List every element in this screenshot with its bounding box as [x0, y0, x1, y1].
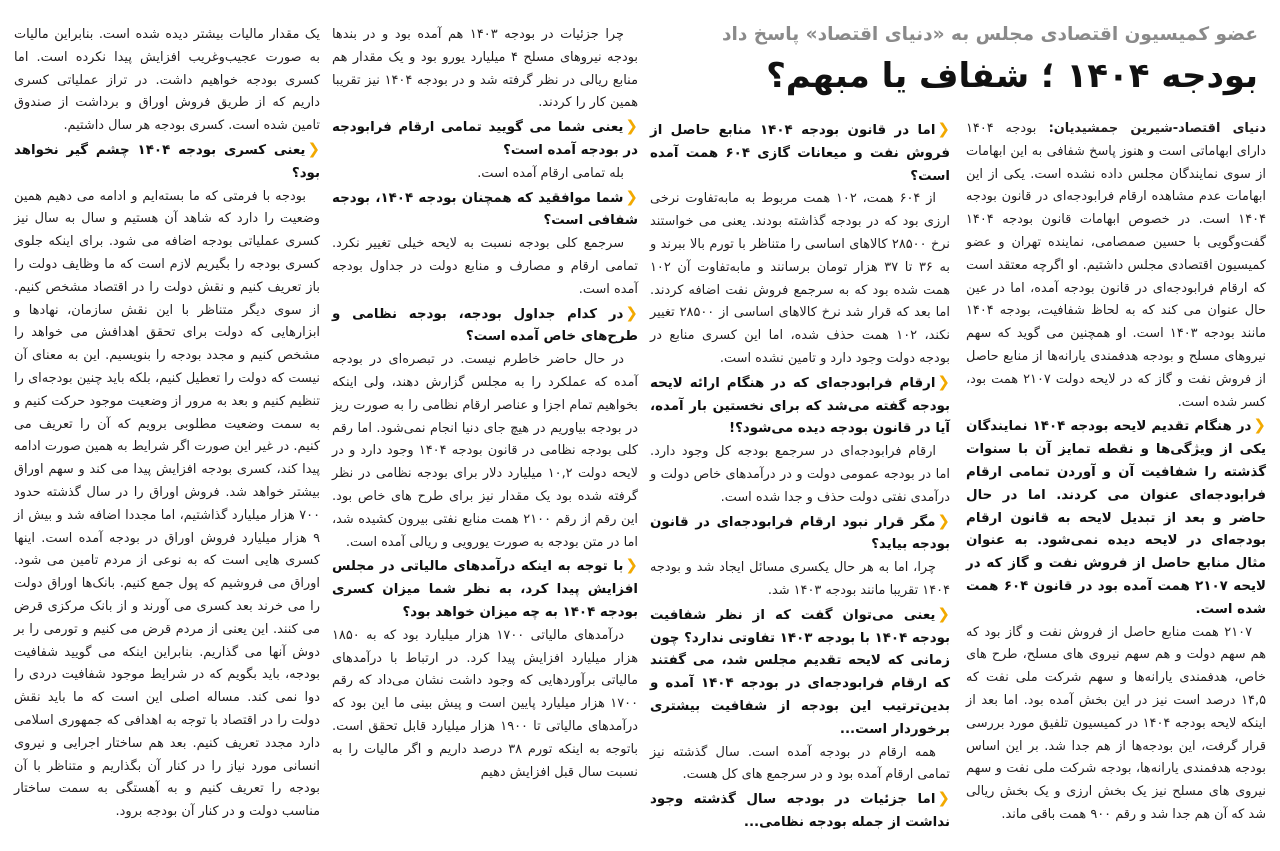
chevron-left-icon: ❮ [307, 139, 321, 158]
interview-answer: چرا، اما به هر حال یکسری مسائل ایجاد شد و بودجه ۱۴۰۴ تقریبا مانند بودجه ۱۴۰۳ شد. [650, 560, 950, 598]
interview-question [650, 371, 950, 441]
question-text: در کدام جداول بودجه، بودجه نظامی و طرح‌های خاص آمده است؟ [332, 306, 638, 345]
chevron-left-icon: ❮ [937, 789, 950, 808]
interview-answer: از ۶۰۴ همت، ۱۰۲ همت مربوط به مابه‌تفاوت نرخی ارزی بود که در بودجه گذاشته بودند. یعنی می خواستند نرخ ۲۸۵۰۰ کالاهای اساسی را متناظر با تورم بالا ببرند و به ۳۶ تا ۳۷ هزار تومان برسانند و مابه‌تفاوت آن ۱۰۲ همت شده بود که به سرجمع فروش نفت اضافه کردند. اما بعد که قرار شد نرخ کالاهای اساسی از ۲۸۵۰۰ تغییر نکند، ۱۰۲ همت حذف شده، اما این کسری منابع در بودجه دولت وجود دارد و تامین نشده است. [650, 191, 950, 366]
chevron-left-icon: ❮ [937, 120, 950, 138]
article-kicker: عضو کمیسیون اقتصادی مجلس به «دنیای اقتصاد» پاسخ داد [722, 24, 1258, 45]
column-4 [14, 24, 320, 824]
question-text: مگر قرار نبود ارقام فرابودجه‌ای در قانون بودجه بیاید؟ [650, 514, 950, 553]
column-1 [966, 118, 1266, 827]
chevron-left-icon: ❮ [937, 511, 950, 530]
interview-question [14, 138, 320, 186]
interview-question [650, 787, 950, 835]
interview-answer: در حال حاضر خاطرم نیست. در تبصره‌ای در بودجه آمده که عملکرد را به مجلس گزارش دهند، ولی اینکه بخواهیم تمام اجزا و عناصر ارقام نظامی را به صورت ریز در بودجه بیاوریم در هیچ جای دنیا انجام نمی‌شود. اما رقم کلی بودجه نظامی در قانون بودجه ۱۴۰۴ وجود دارد و در لایحه دولت ۱۰,۲ میلیارد دلار برای بودجه نظامی در نظر گرفته شده بود یک مقدار نیز برای طرح های خاص بود. این رقم از رقم ۲۱۰۰ همت منابع نفتی بیرون کشیده شد، اما در متن بودجه به صورت یورویی و ریالی آمده است. [332, 352, 639, 550]
chevron-left-icon: ❮ [937, 604, 950, 623]
question-text: شما موافقید که همچنان بودجه ۱۴۰۴، بودجه شفافی است؟ [332, 190, 638, 229]
chevron-left-icon: ❮ [937, 372, 950, 391]
interview-question [332, 186, 638, 234]
question-text: یعنی می‌توان گفت که از نظر شفافیت بودجه ۱۴۰۴ با بودجه ۱۴۰۳ تفاوتی ندارد؟ چون زمانی که لایحه تقدیم مجلس شد، می گفتند که ارقام فرابودجه‌ای در بودجه ۱۴۰۴ آمده و بدین‌ترتیب این بودجه از شفافیت بیشتری برخوردار است... [649, 607, 950, 737]
article-headline: بودجه ۱۴۰۴ ؛ شفاف یا مبهم؟ [766, 56, 1258, 96]
question-text: اما در قانون بودجه ۱۴۰۴ منابع حاصل از فروش نفت و میعانات گازی ۶۰۴ همت آمده است؟ [650, 123, 950, 184]
interview-question [332, 115, 638, 163]
byline: دنیای اقتصاد-شیرین جمشیدیان: [1036, 121, 1266, 136]
interview-question [332, 554, 638, 624]
lead-text: بودجه ۱۴۰۴ دارای ابهاماتی است و هنوز پاسخ شفافی به این ابهامات از سوی نمایندگان مجلس داده نشده است. یکی از این ابهامات عدم مشاهده ارقام فرابودجه‌ای در قانون بودجه ۱۴۰۴ است. در خصوص ابهامات قانون بودجه ۱۴۰۴ گفت‌وگویی با حسین صمصامی، نماینده تهران و عضو کمیسیون اقتصادی مجلس داشتیم. او اگرچه معتقد است که ارقام فرابودجه‌ای در قانون بودجه آمده، اما در عین حال عنوان می کند که به لحاظ شفافیت، بودجه ۱۴۰۴ مانند بودجه ۱۴۰۳ است. او همچنین می گوید که سهم نیروهای مسلح و بودجه هدفمندی یارانه‌ها از منابع حاصل از فروش نفت و گاز که در لایحه دولت ۲۱۰۷ همت بود، کسر شده است. [966, 121, 1266, 410]
continued-paragraph: یک مقدار مالیات بیشتر دیده شده است. بنابراین مالیات به صورت عجیب‌وغریب افزایش پیدا نکرده است. اما کسری بودجه خواهیم داشت. در تراز عملیاتی کسری داریم که از طریق فروش اوراق و برداشت از صندوق تامین شده است. کسری بودجه هر سال داشتیم. [14, 27, 320, 134]
interview-answer: بله تمامی ارقام آمده است. [477, 165, 624, 181]
interview-answer: بودجه با فرمتی که ما بسته‌ایم و ادامه می دهیم همین وضعیت را دارد که شاهد آن هستیم و سال به سال نیز کسری عملیاتی بودجه اضافه می شود. برای اینکه جلوی کسری بودجه را بگیریم لازم است که ما وظایف دولت را باز تعریف کنیم و نقش دولت را در اقتصاد مشخص کنیم. از سوی دیگر متناظر با این نقش سازمان، نهادها و ابزارهایی که دولت برای تحقق اهدافش می خواهد را مشخص کنیم و مجدد بودجه را بنویسیم. این به معنای آن نیست که دولت را تعطیل کنیم، بلکه باید چنین بودجه‌ای را تنظیم کنیم و بعد به مرور از وضعیت موجود حرکت کنیم و به سمت وضعیت مطلوبی برویم که آن را تعریف می کنیم. در غیر این صورت اگر شرایط به همین صورت ادامه پیدا کند، کسری بودجه افزایش پیدا می کند و سهم اوراق بیشتر خواهد شد. فروش اوراق را در سال گذشته حدود ۷۰۰ هزار میلیارد گذاشتیم، اما مجددا اضافه شد و بیش از ۹ هزار میلیارد فروش اوراق در بودجه آمده است. اینها کسری هایی است که به نوعی از مردم تامین می شود. اوراق می فروشیم که پول جمع کنیم. بانک‌ها اوراق دولت را می خرند بعد کسری می آورند و از بانک مرکزی قرض می کنند. این یعنی از مردم قرض می کنیم و تورمی را بر دوش آنها می گذاریم. بنابراین اینکه می گویید شفافیت بودجه، باید بگویم که در شرایط موجود شفافیت دردی را دوا نمی کند. مساله اصلی این است که ما باید نقش دولت را در اقتصاد با توجه به اهدافی که جمهوری اسلامی دارد مجدد تعریف کنیم. بعد هم ساختار اجرایی و نیروی انسانی مورد نیاز را در کنار آن بگذاریم و متناظر با آن بودجه را تعریف کنیم و به آهستگی به سمت ساختار مناسب دولت و در کنار آن بودجه برود. [14, 188, 320, 820]
interview-question [966, 414, 1266, 621]
question-text: ارقام فرابودجه‌ای که در هنگام ارائه لایحه بودجه گفته می‌شد که برای نخستین بار آمده، آیا در قانون بودجه دیده می‌شود؟! [650, 375, 950, 437]
interview-question [332, 302, 638, 350]
column-2 [650, 118, 950, 835]
column-3 [332, 24, 638, 784]
question-text: در هنگام تقدیم لایحه بودجه ۱۴۰۴ نمایندگان یکی از ویژگی‌ها و نقطه تمایز آن با سنوات گذشته را شفافیت آن و آوردن تمامی ارقام فرابودجه‌ای عنوان می کردند. اما در حال حاضر و بعد از تبدیل لایحه به قانون ارقام بودجه‌ای در لایحه دیده نمی‌شود. به عنوان مثال منابع حاصل از فروش نفت و گاز که در لایحه ۲۱۰۷ همت آمده بود در قانون ۶۰۴ همت شده است. [966, 419, 1266, 617]
chevron-left-icon: ❮ [625, 117, 638, 136]
interview-answer: ارقام فرابودجه‌ای در سرجمع بودجه کل وجود دارد. اما در بودجه عمومی دولت و در درآمدهای خاص دولت و درآمدی نفتی دولت حذف و جدا شده است. [650, 444, 950, 505]
question-text: با توجه به اینکه درآمدهای مالیاتی در مجلس افزایش پیدا کرد، به نظر شما میزان کسری بودجه ۱۴۰۴ به چه میزان خواهد بود؟ [332, 559, 638, 620]
question-text: اما جزئیات در بودجه سال گذشته وجود نداشت از جمله بودجه نظامی... [650, 792, 950, 830]
interview-answer: چرا جزئیات در بودجه ۱۴۰۳ هم آمده بود و در بندها بودجه نیروهای مسلح ۴ میلیارد یورو بود و یک مقدار هم منابع ریالی در نظر گرفته شد و در بودجه ۱۴۰۴ نیز تقریبا همین کار را کردند. [332, 27, 638, 111]
chevron-left-icon: ❮ [625, 556, 638, 575]
interview-answer: همه ارقام در بودجه آمده است. سال گذشته نیز تمامی ارقام آمده بود و در سرجمع های کل هست. [650, 744, 950, 783]
interview-answer: درآمدهای مالیاتی ۱۷۰۰ هزار میلیارد بود که به ۱۸۵۰ هزار میلیارد افزایش پیدا کرد. در ارتباط با درآمدهای مالیاتی برآوردهایی که وجود داشت نشان می‌داد که رقم ۱۷۰۰ هزار میلیارد پایین است و پیش بینی ما این بود که درآمدهای مالیاتی تا ۱۹۰۰ هزار میلیارد قابل تحقق است. باتوجه به اینکه تورم ۳۸ درصد داریم و اگر مالیات را به نسبت سال قبل افزایش دهیم [332, 627, 638, 780]
question-text: یعنی کسری بودجه ۱۴۰۴ چشم گیر نخواهد بود؟ [14, 142, 320, 181]
chevron-left-icon: ❮ [625, 187, 638, 206]
interview-answer: سرجمع کلی بودجه نسبت به لایحه خیلی تغییر نکرد. تمامی ارقام و مصارف و منابع دولت در جداول بودجه آمده است. [332, 236, 638, 297]
lead-paragraph [966, 118, 1266, 414]
chevron-left-icon: ❮ [1253, 416, 1266, 435]
interview-answer: ۲۱۰۷ همت منابع حاصل از فروش نفت و گاز بود که هم سهم دولت و هم سهم نیروی های مسلح، طرح های خاص، هدفمندی یارانه‌ها و سهم شرکت ملی نفت که ۱۴,۵ درصد است نیز در این بخش آمده بود. اما بعد از اینکه لایحه بودجه ۱۴۰۴ در کمیسیون تلفیق مورد بررسی قرار گرفت، این بودجه‌ها از هم جدا شد. بر این اساس بودجه هدفمندی یارانه‌ها، بودجه شرکت ملی نفت و سهم نیروی های مسلح نیز یک بخش ارزی و یک بخش ریالی شد که آن هم جدا شد و رقم ۹۰۰ همت باقی ماند. [966, 624, 1266, 822]
chevron-left-icon: ❮ [625, 303, 638, 322]
interview-question [650, 118, 950, 188]
interview-question [650, 510, 950, 558]
interview-question [650, 603, 950, 742]
question-text: یعنی شما می گویید تمامی ارقام فرابودجه در بودجه آمده است؟ [332, 120, 638, 158]
